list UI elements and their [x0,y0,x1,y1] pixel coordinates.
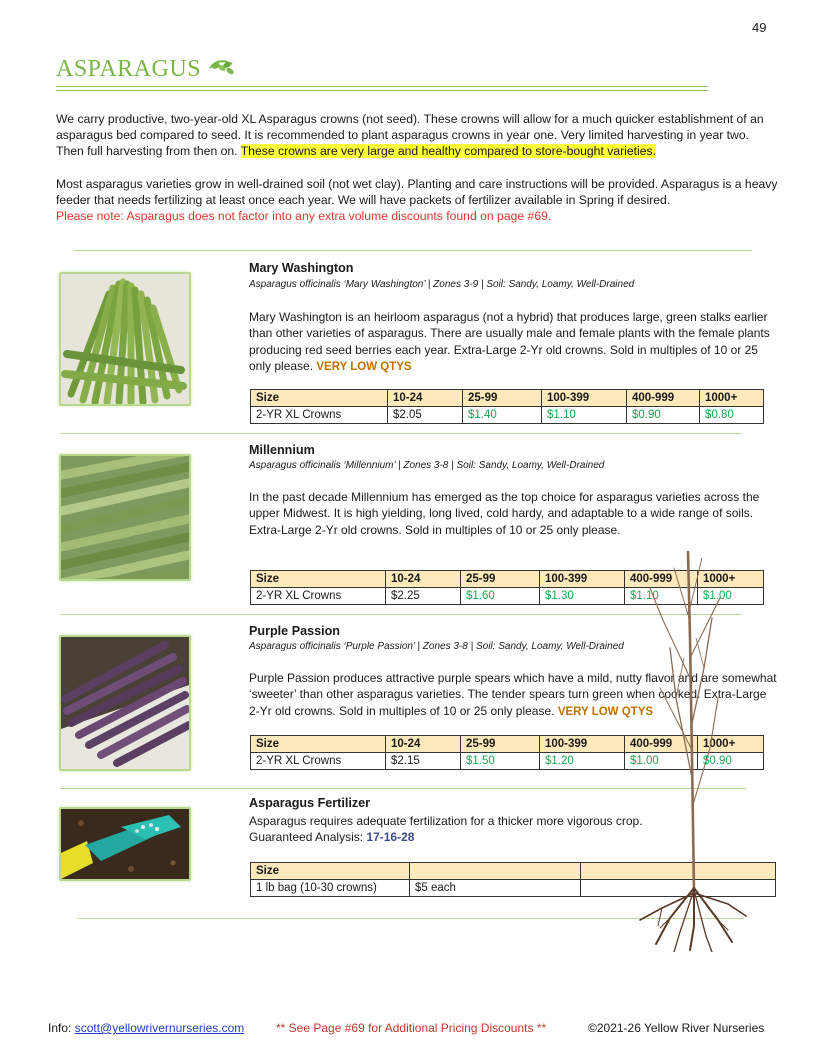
footer-info [48,1021,244,1035]
product-name: Millennium [249,443,315,457]
price-cell: $2.15 [386,753,461,770]
size-cell: 2-YR XL Crowns [251,588,386,605]
price-cell: $1.00 [698,588,764,605]
price-cell: $1.10 [625,588,698,605]
header-cell: Size [251,390,388,407]
product-name: Asparagus Fertilizer [249,796,371,810]
price-cell: $5 each [410,880,581,897]
fertilizer-photo [59,807,191,881]
section-divider [60,433,742,434]
header-cell: Size [251,571,386,588]
header-cell: Size [251,863,410,880]
price-cell: $0.90 [627,407,700,424]
bare-root-tree-illustration [600,548,750,952]
intro-paragraph-2 [56,176,778,224]
price-table-row [251,407,764,424]
page-title: ASPARAGUS [56,56,202,82]
header-cell: 10-24 [386,571,461,588]
header-cell: 10-24 [386,736,461,753]
discount-note: Please note: Asparagus does not factor into any extra volume discounts found on page #69. [56,209,552,223]
price-cell: $1.30 [540,588,625,605]
footer-copyright: ©2021-26 Yellow River Nurseries [588,1021,765,1035]
title-rule-double [56,90,708,91]
price-cell: $2.05 [388,407,463,424]
asparagus-leaf-icon [208,58,236,78]
header-cell: Size [251,736,386,753]
price-cell: $1.10 [542,407,627,424]
price-cell: $0.90 [698,753,764,770]
price-cell: $1.50 [461,753,540,770]
product-description-text: Purple Passion produces attractive purple spears which have a mild, nutty flavor and are somewhat ‘sweeter’ than other asparagus varieties. The tender spears turn green when cooked. Extra-Large 2-Yr old crowns. Sold in multiples of 10 or 25 only please. [249,671,777,718]
footer-discount-note: ** See Page #69 for Additional Pricing Discounts ** [276,1021,547,1035]
price-cell: $0.80 [700,407,764,424]
analysis-value: 17-16-28 [366,830,415,845]
header-cell: 400-999 [627,390,700,407]
header-cell: 1000+ [698,736,764,753]
price-cell: $1.60 [461,588,540,605]
header-cell: 25-99 [461,571,540,588]
price-cell: $1.00 [625,753,698,770]
size-cell: 2-YR XL Crowns [251,407,388,424]
low-qty-tag: VERY LOW QTYS [557,705,654,718]
title-rule [56,86,708,87]
mary-washington-photo [59,272,191,406]
footer-info-label: Info: [48,1021,75,1035]
header-cell: 100-399 [540,736,625,753]
header-cell [410,863,581,880]
header-cell: 100-399 [542,390,627,407]
product-botanical: Asparagus officinalis ‘Millennium’ | Zones 3-8 | Soil: Sandy, Loamy, Well-Drained [249,460,605,471]
price-table-header [251,390,764,407]
header-cell: 25-99 [463,390,542,407]
product-description [249,489,775,538]
fertilizer-description-text: Asparagus requires adequate fertilization for a thicker more vigorous crop. [249,814,643,828]
product-botanical: Asparagus officinalis ‘Mary Washington’ | Zones 3-9 | Soil: Sandy, Loamy, Well-Drained [249,279,635,290]
purple-passion-photo [59,635,191,771]
product-name: Purple Passion [249,624,340,638]
header-cell: 400-999 [625,571,698,588]
intro-paragraph [56,111,778,159]
product-name: Mary Washington [249,261,354,275]
header-cell: 100-399 [540,571,625,588]
section-divider [74,250,752,251]
price-table [250,389,764,424]
header-cell: 1000+ [698,571,764,588]
size-cell: 2-YR XL Crowns [251,753,386,770]
price-cell: $1.20 [540,753,625,770]
low-qty-tag: VERY LOW QTYS [316,360,412,373]
header-cell: 10-24 [388,390,463,407]
email-link[interactable]: scott@yellowrivernurseries.com [74,1021,245,1035]
product-botanical: Asparagus officinalis ‘Purple Passion’ | Zones 3-8 | Soil: Sandy, Loamy, Well-Drained [249,641,624,652]
intro-highlight: These crowns are very large and healthy compared to store-bought varieties. [240,144,657,158]
header-cell: 400-999 [625,736,698,753]
analysis-label: Guaranteed Analysis: [249,830,367,845]
intro-text: We carry productive, two-year-old XL Asparagus crowns (not seed). These crowns will allow for a much quicker establishment of an asparagus bed compared to seed. It is recommended to plant asparagus crowns in year one. Very limited harvesting in year two. Then full harvesting from then on. [56,112,764,158]
intro-text-2: Most asparagus varieties grow in well-drained soil (not wet clay). Planting and care instructions will be provided. Asparagus is a heavy feeder that needs fertilizing at least once each year. We will have packets of fertilizer available in Spring if desired. [56,177,778,207]
product-description-text: Mary Washington is an heirloom asparagus (not a hybrid) that produces large, green stalks earlier than other varieties of asparagus. There are usually male and female plants with the female plants producing red seed berries each year. Extra-Large 2-Yr old crowns. Sold in multiples of 10 or 25 only please. [249,310,770,373]
product-description-text: In the past decade Millennium has emerged as the top choice for asparagus varieties across the upper Midwest. It is high yielding, long lived, cold hardy, and adaptable to a wide range of soils. Extra-Large 2-Yr old crowns. Sold in multiples of 10 or 25 only please. [249,490,760,537]
price-cell: $2.25 [386,588,461,605]
millennium-photo [59,454,191,581]
page-number: 49 [752,20,767,35]
header-cell: 1000+ [700,390,764,407]
size-cell: 1 lb bag (10-30 crowns) [251,880,410,897]
product-description [249,309,775,375]
price-cell: $1.40 [463,407,542,424]
header-cell: 25-99 [461,736,540,753]
